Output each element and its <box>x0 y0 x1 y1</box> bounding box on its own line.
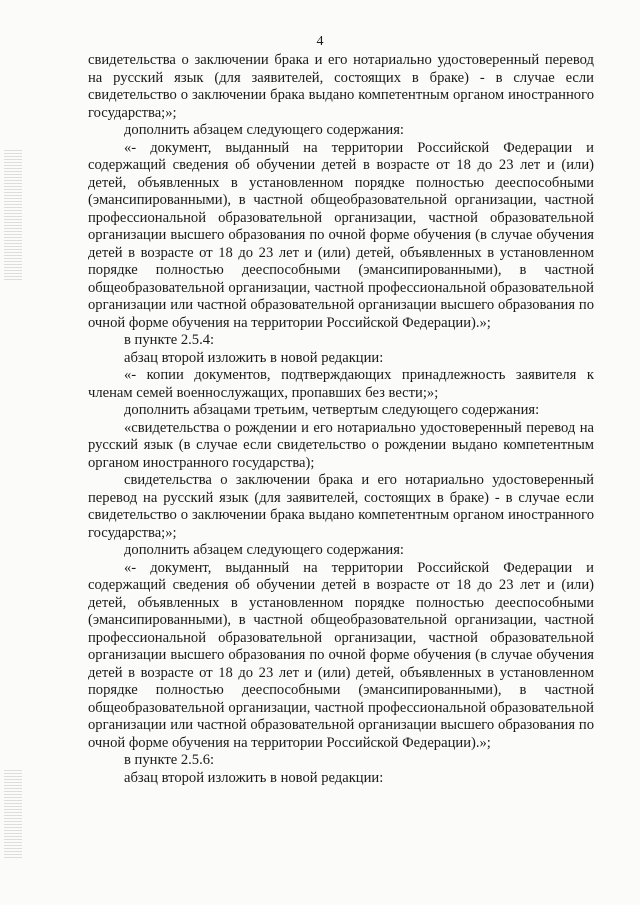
paragraph: дополнить абзацем следующего содержания: <box>124 122 404 138</box>
scan-artifact-left-bottom <box>4 770 22 860</box>
paragraph: в пункте 2.5.4: <box>124 332 215 348</box>
paragraph: свидетельства о заключении брака и его нотариально удостоверенный перевод на русский язык (для заявителей, состоящих в браке) - в случае если свидетельство о заключении брака выдано компетентным органом иностранного государства;»; <box>88 52 594 121</box>
paragraph: свидетельства о заключении брака и его нотариально удостоверенный перевод на русский язык (для заявителей, состоящих в браке) - в случае если свидетельство о заключении брака выдано компетентным органом иностранного государства;»; <box>88 472 594 541</box>
paragraph: «- документ, выданный на территории Российской Федерации и содержащий сведения об обучении детей в возрасте от 18 до 23 лет и (или) детей, объявленных в установленном порядке полностью дееспособными (эмансипированными), в частной общеобразовательной организации, частной профессиональной образовательной организации, частной образовательной организации высшего образования по очной форме обучения (в случае обучения детей в возрасте от 18 до 23 лет и (или) детей, объявленных в установленном порядке полностью дееспособными (эмансипированными), в частной общеобразовательной организации, частной профессиональной образовательной организации или частной образовательной организации высшего образования по очной форме обучения на территории Российской Федерации).»; <box>88 559 594 751</box>
paragraph: «- копии документов, подтверждающих принадлежность заявителя к членам семей военнослужащих, пропавших без вести;»; <box>88 367 594 401</box>
paragraph: абзац второй изложить в новой редакции: <box>124 769 384 786</box>
paragraph: «свидетельства о рождении и его нотариально удостоверенный перевод на русский язык (в случае если свидетельство о рождении выдано компетентным органом иностранного государства); <box>88 419 594 471</box>
paragraph: дополнить абзацем следующего содержания: <box>124 542 404 558</box>
page-number: 4 <box>316 34 324 49</box>
document-body <box>88 52 594 787</box>
paragraph: «- документ, выданный на территории Российской Федерации и содержащий сведения об обучении детей в возрасте от 18 до 23 лет и (или) детей, объявленных в установленном порядке полностью дееспособными (эмансипированными), в частной общеобразовательной организации, частной профессиональной образовательной организации, частной образовательной организации высшего образования по очной форме обучения (в случае обучения детей в возрасте от 18 до 23 лет и (или) детей, объявленных в установленном порядке полностью дееспособными (эмансипированными), в частной общеобразовательной организации, частной профессиональной образовательной организации или частной образовательной организации высшего образования по очной форме обучения на территории Российской Федерации).»; <box>88 139 594 331</box>
scan-artifact-left-top <box>4 150 22 280</box>
paragraph: дополнить абзацами третьим, четвертым следующего содержания: <box>124 402 540 418</box>
paragraph: в пункте 2.5.6: <box>124 752 215 768</box>
paragraph: абзац второй изложить в новой редакции: <box>124 349 384 366</box>
